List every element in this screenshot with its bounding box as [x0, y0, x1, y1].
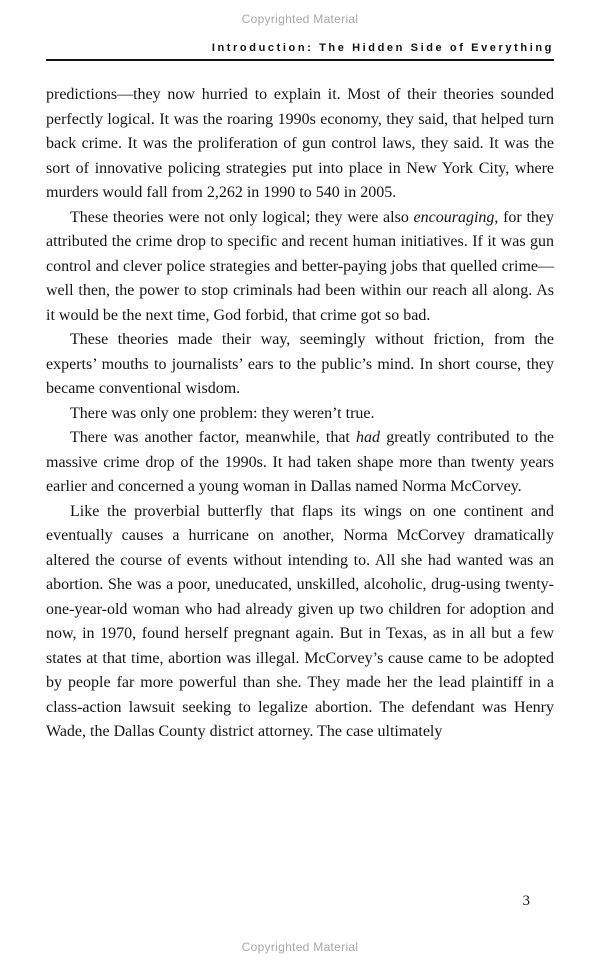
header-rule	[46, 59, 554, 61]
page-number: 3	[522, 893, 530, 909]
italic-text-segment: encouraging	[413, 208, 495, 226]
paragraph	[46, 500, 554, 745]
copyright-notice-bottom: Copyrighted Material	[241, 940, 359, 954]
text-segment: , for they attributed the crime drop to specific and recent human initiatives. If it was gun control and clever police strategies and better-paying jobs that quelled crime—well then, the power to stop criminals had been within our reach all along. As it would be the next time, God forbid, that crime got so bad.	[46, 208, 555, 324]
paragraph	[46, 402, 554, 427]
copyright-notice-top: Copyrighted Material	[241, 12, 359, 26]
italic-text-segment: had	[356, 429, 381, 446]
text-segment: Like the proverbial butterfly that flaps its wings on one continent and eventually causes a hurricane on another, Norma McCorvey dramatically altered the course of events without intending to. All she had wanted was an abortion. She was a poor, uneducated, unskilled, alcoholic, drug-using twenty-one-year-old woman who had already given up two children for adoption and now, in 1970, found herself pregnant again. But in Texas, as in all but a few states at that time, abortion was illegal. McCorvey’s cause came to be adopted by people far more powerful than she. They made her the lead plaintiff in a class-action lawsuit seeking to legalize abortion. The defendant was Henry Wade, the Dallas County district attorney. The case ultimately	[46, 502, 554, 740]
running-header: Introduction: The Hidden Side of Everything	[211, 42, 554, 54]
text-segment: greatly contributed to the massive crime drop of the 1990s. It had taken shape more than twenty years earlier and concerned a young woman in Dallas named Norma McCorvey.	[46, 429, 555, 495]
paragraph	[46, 426, 554, 500]
body-text	[46, 83, 554, 745]
text-segment: There was another factor, meanwhile, that	[70, 429, 357, 446]
text-segment: predictions—they now hurried to explain it. Most of their theories sounded perfectly logical. It was the roaring 1990s economy, they said, that helped turn back crime. It was the proliferation of gun control laws, they said. It was the sort of innovative policing strategies put into place in New York City, where murders would fall from 2,262 in 1990 to 540 in 2005.	[46, 86, 554, 201]
text-segment: There was only one problem: they weren’t true.	[70, 404, 375, 422]
paragraph	[46, 328, 554, 402]
paragraph	[46, 206, 554, 329]
text-segment: These theories made their way, seemingly without friction, from the experts’ mouths to journalists’ ears to the public’s mind. In short course, they became conventional wisdom.	[46, 331, 554, 397]
text-segment: These theories were not only logical; they were also	[70, 208, 414, 226]
paragraph	[46, 83, 554, 206]
